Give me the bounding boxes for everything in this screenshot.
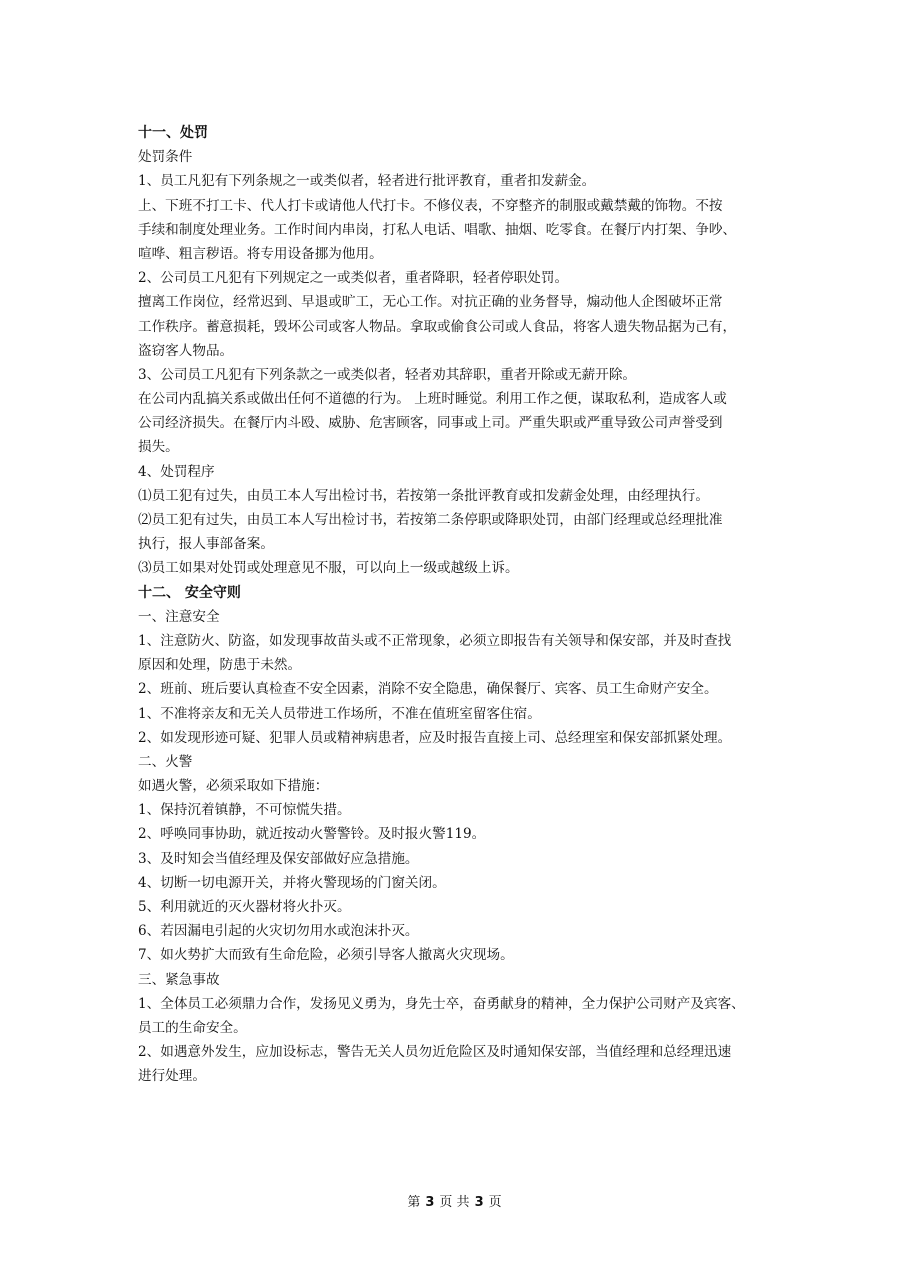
- text-line: ⑴员工犯有过失，由员工本人写出检讨书，若按第一条批评教育或扣发薪金处理，由经理执行。: [138, 487, 709, 504]
- text-line: 喧哗、粗言秽语。将专用设备挪为他用。: [138, 245, 383, 262]
- page-footer: [0, 1191, 909, 1210]
- text-line: 在公司内乱搞关系或做出任何不道德的行为。 上班时睡觉。利用工作之便，谋取私利，造成客人或: [138, 391, 727, 408]
- text-line: 1、全体员工必须鼎力合作，发扬见义勇为，身先士卒，奋勇献身的精神，全力保护公司财产及宾客、: [138, 995, 745, 1012]
- text-line: 2、公司员工凡犯有下列规定之一或类似者，重者降职，轻者停职处罚。: [138, 270, 569, 287]
- text-line: 手续和制度处理业务。工作时间内串岗，打私人电话、唱歌、抽烟、吃零食。在餐厅内打架、争吵、: [138, 221, 737, 238]
- text-line: 上、下班不打工卡、代人打卡或请他人代打卡。不修仪表，不穿整齐的制服或戴禁戴的饰物。不按: [138, 197, 723, 214]
- current-page-number: 3: [425, 1195, 435, 1210]
- text-line: 进行处理。: [138, 1068, 206, 1085]
- text-line: 2、呼唤同事协助，就近按动火警警铃。及时报火警119。: [138, 826, 486, 843]
- text-line: 二、火警: [138, 753, 193, 770]
- text-line: ⑶员工如果对处罚或处理意见不服，可以向上一级或越级上诉。: [138, 560, 519, 577]
- text-line: 4、处罚程序: [138, 463, 215, 480]
- text-line: 公司经济损失。在餐厅内斗殴、威胁、危害顾客，同事或上司。严重失职或严重导致公司声誉受到: [138, 415, 723, 432]
- footer-middle: 页 共: [439, 1195, 470, 1210]
- text-line: 1、保持沉着镇静，不可惊慌失措。: [138, 802, 351, 819]
- text-line: 4、切断一切电源开关，并将火警现场的门窗关闭。: [138, 874, 446, 891]
- text-line: 员工的生命安全。: [138, 1019, 247, 1036]
- text-line: 1、不准将亲友和无关人员带进工作场所，不准在值班室留客住宿。: [138, 705, 541, 722]
- document-body: [138, 121, 778, 1089]
- text-line: 损失。: [138, 439, 179, 456]
- footer-prefix: 第: [407, 1195, 421, 1210]
- text-line: 2、班前、班后要认真检查不安全因素，消除不安全隐患，确保餐厅、宾客、员工生命财产安全。: [138, 681, 718, 698]
- text-line: 3、及时知会当值经理及保安部做好应急措施。: [138, 850, 419, 867]
- text-line: 一、注意安全: [138, 608, 220, 625]
- text-line: 原因和处理，防患于未然。: [138, 657, 302, 674]
- text-line: 执行，报人事部备案。: [138, 536, 274, 553]
- text-line: 7、如火势扩大而致有生命危险，必须引导客人撤离火灾现场。: [138, 947, 514, 964]
- text-line: 3、公司员工凡犯有下列条款之一或类似者，轻者劝其辞职，重者开除或无薪开除。: [138, 366, 637, 383]
- section-heading: 十二、 安全守则: [138, 584, 241, 601]
- text-line: ⑵员工犯有过失，由员工本人写出检讨书，若按第二条停职或降职处罚，由部门经理或总经理批准: [138, 512, 723, 528]
- text-line: 6、若因漏电引起的火灾切勿用水或泡沫扑灭。: [138, 923, 419, 940]
- text-line: 2、如遇意外发生，应加设标志，警告无关人员勿近危险区及时通知保安部，当值经理和总经理迅速: [138, 1044, 732, 1061]
- text-line: 擅离工作岗位，经常迟到、早退或旷工，无心工作。对抗正确的业务督导，煽动他人企图破坏正常: [138, 294, 723, 311]
- text-line: 三、紧急事故: [138, 971, 220, 988]
- footer-suffix: 页: [488, 1195, 502, 1210]
- text-line: 1、注意防火、防盗，如发现事故苗头或不正常现象，必须立即报告有关领导和保安部，并及时查找: [138, 632, 732, 649]
- text-line: 1、员工凡犯有下列条规之一或类似者，轻者进行批评教育，重者扣发薪金。: [138, 173, 596, 190]
- section-heading: 十一、处罚: [138, 125, 208, 141]
- total-page-number: 3: [474, 1195, 484, 1210]
- text-line: 盗窃客人物品。: [138, 342, 234, 359]
- text-line: 如遇火警，必须采取如下措施：: [138, 778, 329, 795]
- text-line: 工作秩序。蓄意损耗，毁坏公司或客人物品。拿取或偷食公司或人食品，将客人遗失物品据为己有，: [138, 318, 737, 335]
- text-line: 2、如发现形迹可疑、犯罪人员或精神病患者，应及时报告直接上司、总经理室和保安部抓紧处理。: [138, 729, 732, 746]
- text-line: 处罚条件: [138, 149, 193, 166]
- text-line: 5、利用就近的灭火器材将火扑灭。: [138, 899, 351, 915]
